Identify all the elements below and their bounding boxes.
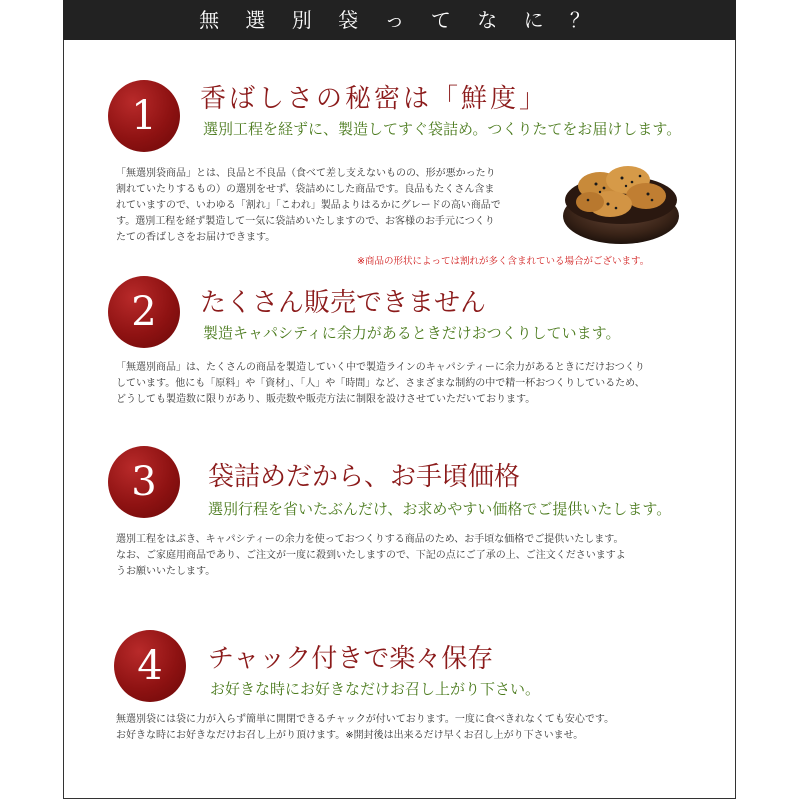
section-title: 袋詰めだから、お手頃価格 (208, 462, 521, 492)
body-line: 割れていたりするもの）の選別をせず、袋詰めにした商品です。良品もたくさん含ま (116, 184, 495, 195)
section-body (116, 166, 501, 246)
section-title: 香ばしさの秘密は「鮮度」 (200, 84, 549, 114)
body-line: 無選別袋には袋に力が入らず簡単に開閉できるチャックが付いております。一度に食べきれなくても安心です。 (116, 714, 615, 725)
body-line: どうしても製造数に限りがあり、販売数や販売方法に制限を設けさせていただいております。 (116, 394, 536, 405)
body-line: 「無選別商品」は、たくさんの商品を製造していく中で製造ラインのキャパシティーに余力があるときにだけおつくり (116, 362, 645, 373)
section-number-badge: 4 (114, 630, 186, 702)
page-title: 無 選 別 袋 っ て な に ？ (63, 0, 736, 40)
rice-cracker-bowl-image (560, 150, 682, 248)
section-number-badge: 2 (108, 276, 180, 348)
body-line: れていますので、いわゆる「割れ」「こわれ」製品よりはるかにグレードの高い商品で (116, 200, 501, 211)
body-line: なお、ご家庭用商品であり、ご注文が一度に殺到いたしますので、下記の点にご了承の上、ご注文くださいますよ (116, 550, 626, 561)
body-line: しています。他にも「原料」や「資材」、「人」や「時間」など、さまざまな制約の中で精一杯おつくりしているため、 (116, 378, 645, 389)
body-line: お好きな時にお好きなだけお召し上がり頂けます。※開封後は出来るだけ早くお召し上がり下さいませ。 (116, 730, 584, 741)
body-line: うお願いいたします。 (116, 566, 216, 577)
section-subtitle: 選別行程を省いたぶんだけ、お求めやすい価格でご提供いたします。 (208, 500, 672, 518)
section-subtitle: 選別工程を経ずに、製造してすぐ袋詰め。つくりたてをお届けします。 (203, 120, 682, 138)
section-title: たくさん販売できません (200, 288, 487, 318)
section-note: ※商品の形状によっては割れが多く含まれている場合がございます。 (357, 256, 650, 267)
body-line: 「無選別袋商品」とは、良品と不良品（食べて差し支えないものの、形が悪かったり (116, 168, 496, 179)
section-subtitle: お好きな時にお好きなだけお召し上がり下さい。 (210, 680, 541, 698)
body-line: す。選別工程を経ず製造して一気に袋詰めいたしますので、お客様のお手元につくり (116, 216, 495, 227)
body-line: たての香ばしさをお届けできます。 (116, 232, 276, 243)
section-body (116, 360, 645, 408)
body-line: 選別工程をはぶき、キャパシティーの余力を使っておつくりする商品のため、お手頃な価格でご提供いたします。 (116, 534, 624, 545)
section-body (116, 712, 614, 744)
section-subtitle: 製造キャパシティに余力があるときだけおつくりしています。 (203, 324, 621, 342)
section-title: チャック付きで楽々保存 (208, 644, 494, 674)
section-number-badge: 1 (108, 80, 180, 152)
section-body (116, 532, 626, 580)
section-number-badge: 3 (108, 446, 180, 518)
